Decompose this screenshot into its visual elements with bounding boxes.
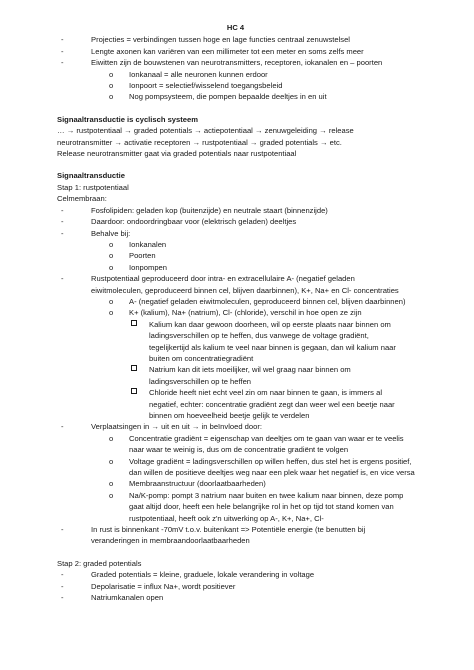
list-item <box>57 46 414 57</box>
circle-bullet-icon: o <box>109 308 114 318</box>
list-item-line: Behalve bij: <box>91 228 131 238</box>
list-item-line: gaat altijd door, heeft een hele belangrijke rol in het op tijd tot stand komen van <box>129 502 394 512</box>
list-item-line: Chloride heeft niet echt veel zin om naar binnen te gaan, is immers al <box>149 388 382 398</box>
list-item <box>57 456 414 479</box>
list-item-text <box>129 478 414 489</box>
list-item <box>57 262 414 273</box>
list-item-text <box>129 307 414 318</box>
list-item-line: buiten om concentratiegradiënt <box>149 353 254 363</box>
dash-bullet-icon: - <box>61 570 64 580</box>
list-item <box>57 296 414 307</box>
cyclic-line: … → rustpotentiaal → graded potentials → actiepotentiaal → zenuwgeleiding → release <box>57 126 354 136</box>
membrane-list <box>57 205 414 547</box>
list-item-line: In rust is binnenkant -70mV t.o.v. buitenkant => Potentiële energie (te benutten bij <box>91 525 366 535</box>
list-item-text <box>129 250 414 261</box>
dash-bullet-icon: - <box>61 593 64 603</box>
list-item <box>57 80 414 91</box>
list-item-line: eiwitmoleculen, geproduceerd binnen cel, blijven daarbinnen), K+, Na+ en Cl- concentraties <box>91 285 399 295</box>
list-item-text <box>129 239 414 250</box>
page-title: HC 4 <box>226 23 245 32</box>
list-item <box>57 239 414 250</box>
list-item <box>57 216 414 227</box>
dash-bullet-icon: - <box>61 35 64 45</box>
list-item <box>57 524 414 547</box>
list-item <box>57 592 414 603</box>
dash-bullet-icon: - <box>61 46 64 56</box>
list-item-text <box>91 216 414 227</box>
transduction-heading: Signaaltransductie <box>57 171 125 181</box>
list-item-text <box>129 456 414 479</box>
list-item-text <box>91 581 414 592</box>
circle-bullet-icon: o <box>109 479 114 489</box>
list-item-text <box>129 490 414 524</box>
list-item-line: Nog pompsysteem, die pompen bepaalde deeltjes in en uit <box>129 92 327 102</box>
list-item-line: ladingsverschillen op te heffen, dus vanwege de voltage gradiënt, <box>149 331 369 341</box>
circle-bullet-icon: o <box>109 456 114 466</box>
list-item-line: Eiwitten zijn de bouwstenen van neurotransmitters, receptoren, iokanalen en – poorten <box>91 58 383 68</box>
list-item-text <box>129 80 414 91</box>
cyclic-line: Release neurotransmitter gaat via graded potentials naar rustpotentiaal <box>57 149 297 159</box>
square-bullet-icon <box>131 365 137 371</box>
list-item-line: ladingsverschillen op te heffen <box>149 376 252 386</box>
list-item-text <box>149 364 414 387</box>
list-item-line: veranderingen in membraandoorlaatbaarheden <box>91 536 250 546</box>
list-item-line: tegelijkertijd als kalium te veel naar binnen is gegaan, dan wil kalium naar <box>149 342 396 352</box>
list-item-text <box>91 569 414 580</box>
list-item-text <box>91 34 414 45</box>
circle-bullet-icon: o <box>109 81 114 91</box>
list-item-text <box>129 262 414 273</box>
list-item <box>57 319 414 365</box>
list-item-line: binnen om hoeveelheid beetje gelijk te verdelen <box>149 411 310 420</box>
list-item-text <box>149 387 414 421</box>
dash-bullet-icon: - <box>61 274 64 284</box>
step1-heading: Stap 1: rustpotentiaal <box>57 182 129 192</box>
list-item-line: Poorten <box>129 251 156 261</box>
circle-bullet-icon: o <box>109 262 114 272</box>
list-item-line: Lengte axonen kan variëren van een millimeter tot een meter en soms zelfs meer <box>91 46 364 56</box>
list-item <box>57 205 414 216</box>
list-item-line: K+ (kalium), Na+ (natrium), Cl- (chloride), verschil in hoe open ze zijn <box>129 308 362 318</box>
list-item <box>57 569 414 580</box>
dash-bullet-icon: - <box>61 58 64 68</box>
list-item-line: rustpotentiaal, heeft ook z'n uitwerking op A-, K+, Na+, Cl- <box>129 513 324 523</box>
list-item-line: negatief, echter: concentratie gradiënt zegt dan weer wel een beetje naar <box>149 399 395 409</box>
list-item-text <box>91 273 414 296</box>
list-item-text <box>129 69 414 80</box>
list-item-line: Na/K-pomp: pompt 3 natrium naar buiten en twee kalium naar binnen, deze pomp <box>129 490 404 500</box>
step2-list <box>57 569 414 603</box>
list-item-line: Concentratie gradiënt = eigenschap van deeltjes om te gaan van waar er te veelis <box>129 433 404 443</box>
list-item <box>57 387 414 421</box>
list-item-line: Ionkanalen <box>129 239 167 249</box>
list-item <box>57 91 414 102</box>
dash-bullet-icon: - <box>61 217 64 227</box>
list-item <box>57 228 414 239</box>
circle-bullet-icon: o <box>109 251 114 261</box>
intro-list <box>57 34 414 102</box>
list-item-text <box>91 57 414 68</box>
list-item-line: Fosfolipiden: geladen kop (buitenzijde) en neutrale staart (binnenzijde) <box>91 205 328 215</box>
list-item-line: Voltage gradiënt = ladingsverschillen op willen heffen, dus stel het is ergens positief, <box>129 456 412 466</box>
list-item-line: dan willen de positieve deeltjes weg naar een plek waar het negatief is, en vice versa <box>129 468 415 478</box>
list-item-text <box>129 433 414 456</box>
list-item <box>57 478 414 489</box>
list-item <box>57 364 414 387</box>
square-bullet-icon <box>131 388 137 394</box>
list-item <box>57 581 414 592</box>
list-item-line: Kalium kan daar gewoon doorheen, wil op eerste plaats naar binnen om <box>149 319 391 329</box>
list-item <box>57 433 414 456</box>
list-item-line: Verplaatsingen in → uit en uit → in beïnvloed door: <box>91 422 262 432</box>
list-item <box>57 273 414 296</box>
list-item-line: Natrium kan dit iets moeilijker, wil wel graag naar binnen om <box>149 365 351 375</box>
dash-bullet-icon: - <box>61 581 64 591</box>
circle-bullet-icon: o <box>109 490 114 500</box>
list-item-text <box>91 592 414 603</box>
circle-bullet-icon: o <box>109 69 114 79</box>
list-item-line: Graded potentials = kleine, graduele, lokale verandering in voltage <box>91 570 315 580</box>
list-item-text <box>129 91 414 102</box>
cyclic-heading: Signaaltransductie is cyclisch systeem <box>57 114 198 124</box>
list-item-line: Ionpompen <box>129 262 167 272</box>
dash-bullet-icon: - <box>61 422 64 432</box>
list-item-line: Ionkanaal = alle neuronen kunnen erdoor <box>129 69 268 79</box>
circle-bullet-icon: o <box>109 433 114 443</box>
step2-heading: Stap 2: graded potentials <box>57 558 142 568</box>
list-item-text <box>91 228 414 239</box>
circle-bullet-icon: o <box>109 296 114 306</box>
list-item-line: Projecties = verbindingen tussen hoge en lage functies centraal zenuwstelsel <box>91 35 350 45</box>
circle-bullet-icon: o <box>109 239 114 249</box>
list-item-text <box>129 296 414 307</box>
list-item <box>57 250 414 261</box>
list-item <box>57 421 414 432</box>
list-item-text <box>149 319 414 365</box>
list-item <box>57 57 414 68</box>
list-item-line: naar waar te weinig is, dus om de concentratie gradiënt te volgen <box>129 445 349 455</box>
dash-bullet-icon: - <box>61 205 64 215</box>
list-item-line: Depolarisatie = influx Na+, wordt positiever <box>91 581 236 591</box>
list-item <box>57 490 414 524</box>
membrane-label: Celmembraan: <box>57 194 107 204</box>
list-item-text <box>91 421 414 432</box>
list-item-text <box>91 46 414 57</box>
cyclic-line: neurotransmitter → activatie receptoren → rustpotentiaal → graded potentials → etc. <box>57 137 342 147</box>
list-item-line: Daardoor: ondoordringbaar voor (elektrisch geladen) deeltjes <box>91 217 297 227</box>
list-item <box>57 34 414 45</box>
list-item <box>57 69 414 80</box>
list-item-line: Rustpotentiaal geproduceerd door intra- en extracellulaire A- (negatief geladen <box>91 274 355 284</box>
list-item-text <box>91 205 414 216</box>
list-item-line: A- (negatief geladen eiwitmoleculen, geproduceerd binnen cel, blijven daarbinnen) <box>129 296 406 306</box>
circle-bullet-icon: o <box>109 92 114 102</box>
dash-bullet-icon: - <box>61 525 64 535</box>
list-item <box>57 307 414 318</box>
square-bullet-icon <box>131 320 137 326</box>
list-item-line: Ionpoort = selectief/wisselend toegangsbeleid <box>129 81 283 91</box>
dash-bullet-icon: - <box>61 228 64 238</box>
list-item-line: Membraanstructuur (doorlaatbaarheden) <box>129 479 266 489</box>
list-item-text <box>91 524 414 547</box>
list-item-line: Natriumkanalen open <box>91 593 164 603</box>
